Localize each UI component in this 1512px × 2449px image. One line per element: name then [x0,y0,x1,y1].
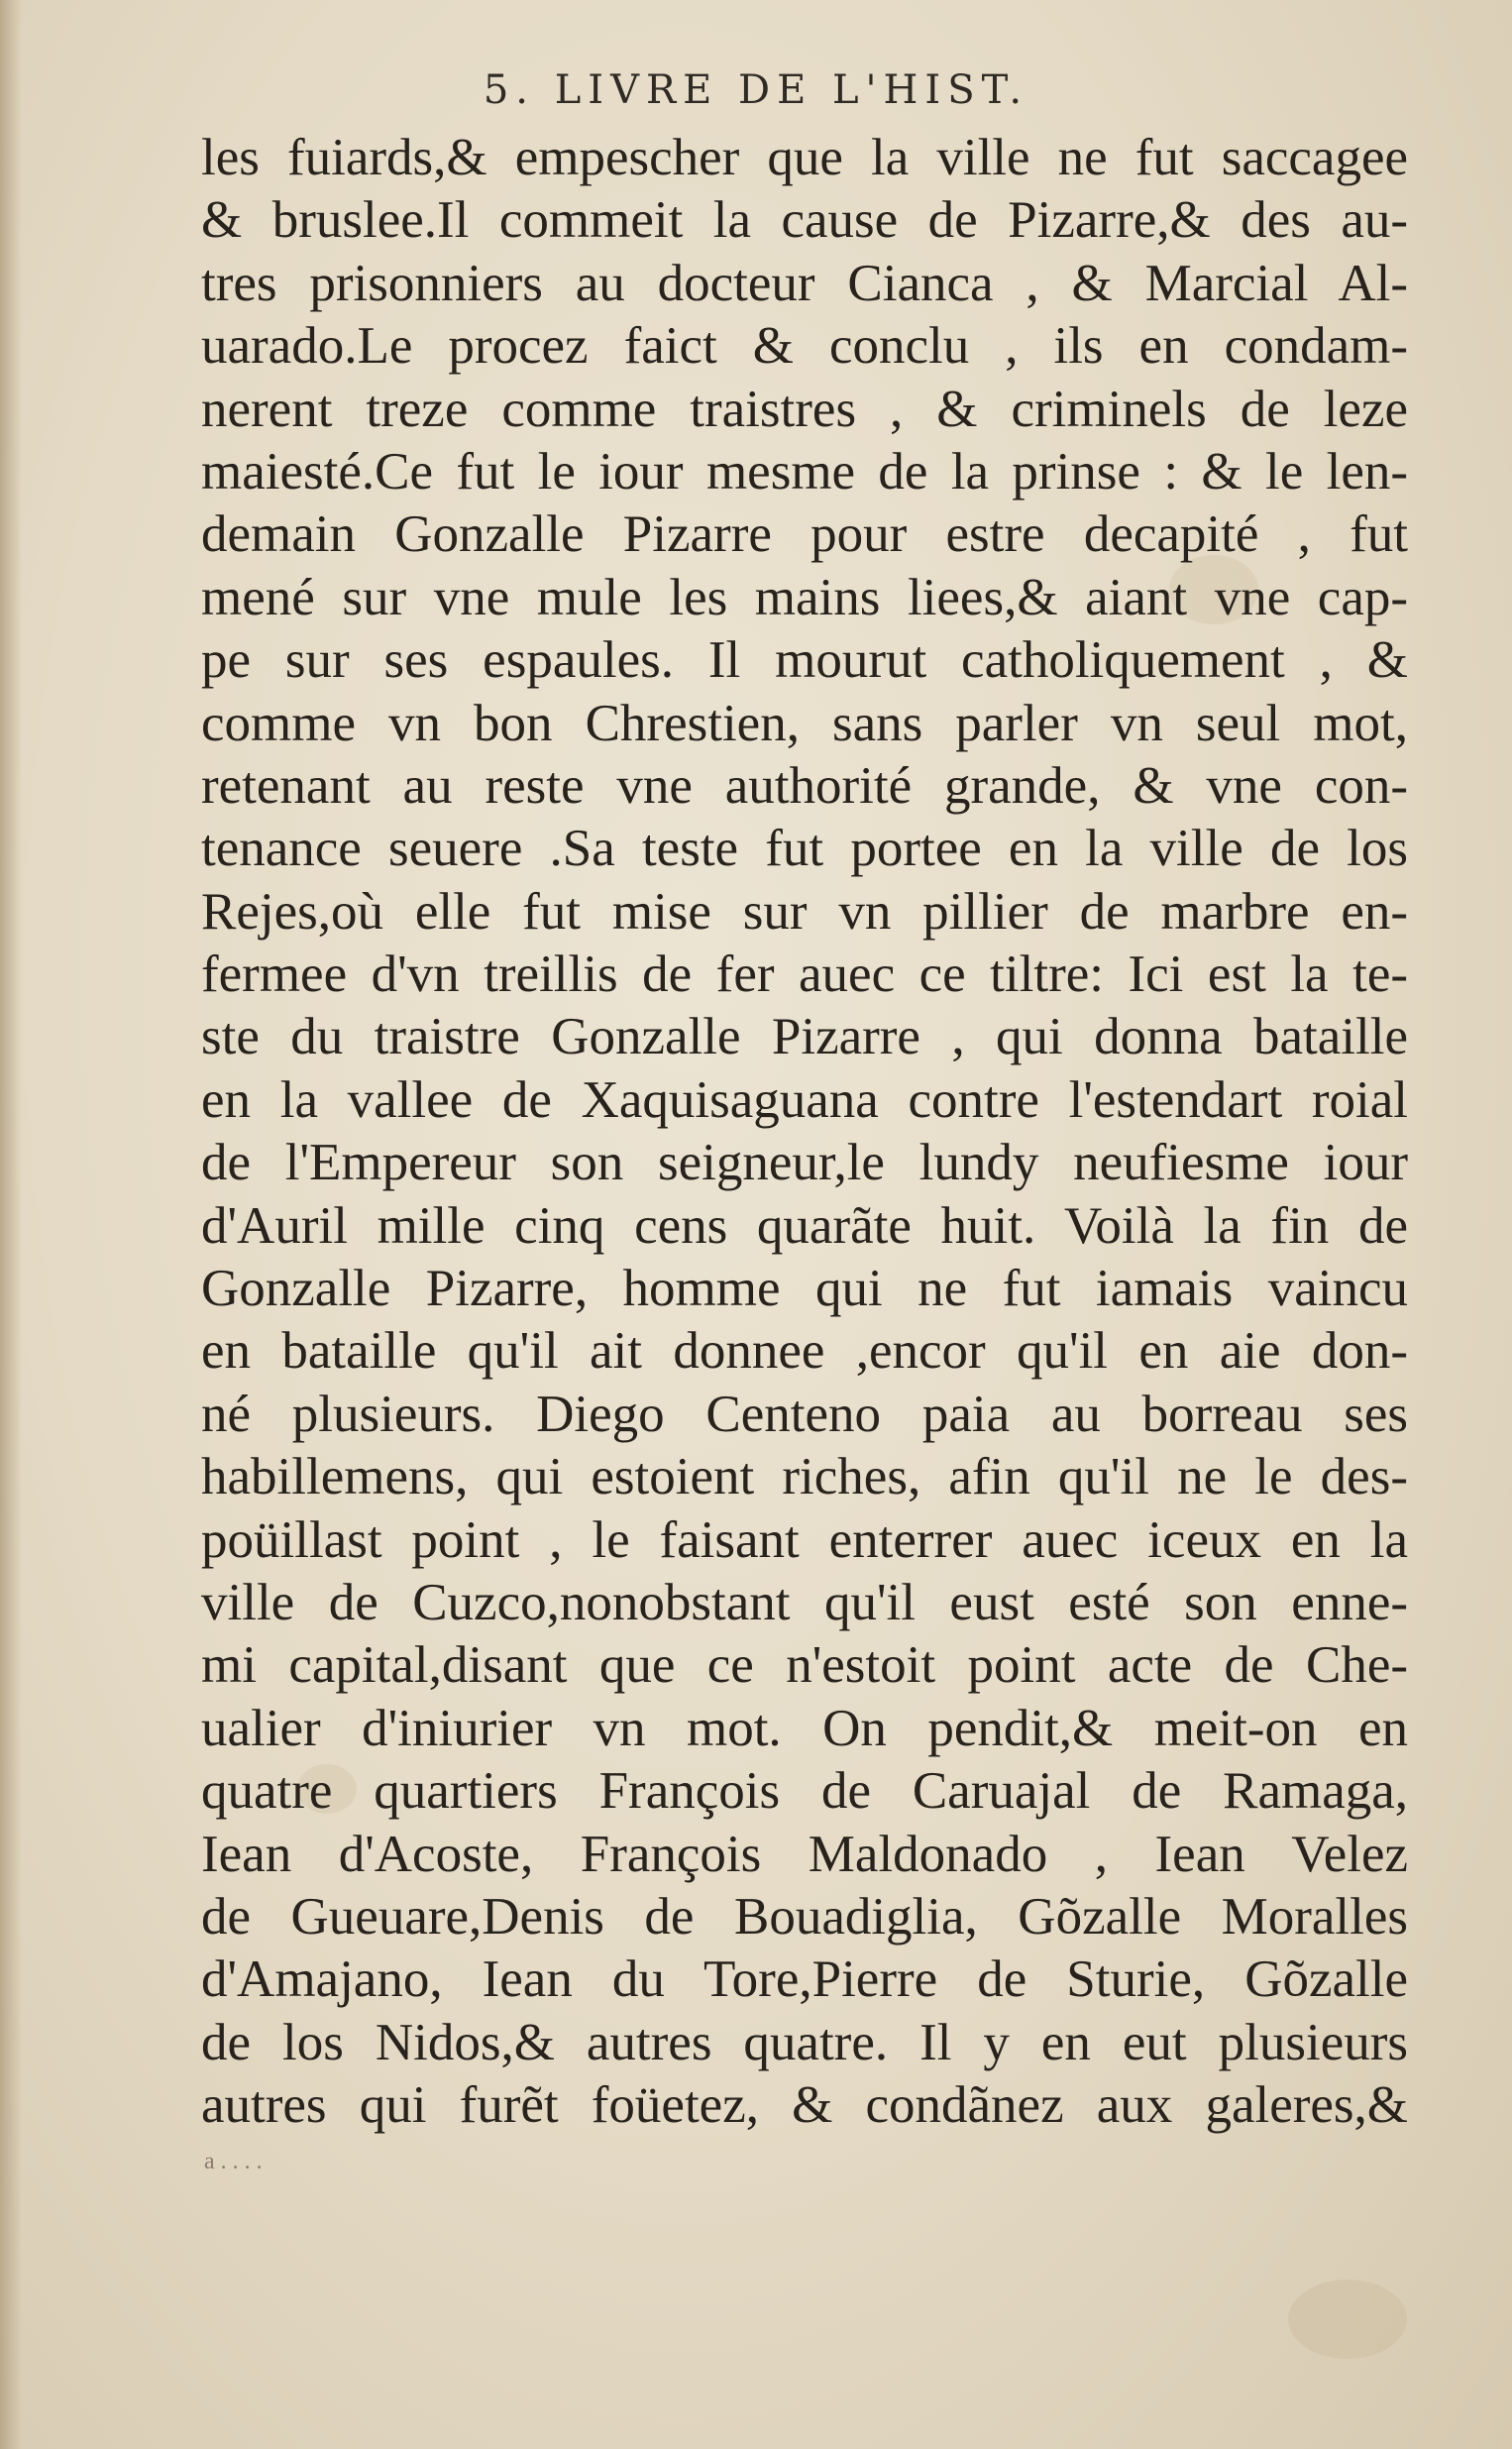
text-line: Rejes,où elle fut mise sur vn pillier de marbre en- [201,882,1408,941]
page-gutter-shadow [0,0,22,2449]
text-line: tres prisonniers au docteur Cianca , & Marcial Al- [201,254,1408,312]
text-line: les fuiards,& empescher que la ville ne fut saccagee [201,129,1408,186]
running-head: 5. LIVRE DE L'HIST. [483,67,1029,113]
text-line: ualier d'iniurier vn mot. On pendit,& meit-on en [201,1699,1408,1757]
text-line: Gonzalle Pizarre, homme qui ne fut iamais vaincu [201,1260,1408,1318]
text-line: demain Gonzalle Pizarre pour estre decapité , fut [201,505,1408,564]
text-line: né plusieurs. Diego Centeno paia au borreau ses [201,1385,1408,1443]
text-line: tenance seuere .Sa teste fut portee en la ville de los [201,820,1408,878]
text-line: en bataille qu'il ait donnee ,encor qu'il en aie don- [201,1322,1408,1381]
text-line: retenant au reste vne authorité grande, & vne con- [201,756,1408,815]
text-line: d'Amajano, Iean du Tore,Pierre de Sturie, Gõzalle [201,1950,1408,2009]
text-line: de l'Empereur son seigneur,le lundy neufiesme iour [201,1134,1408,1192]
text-line: & bruslee.Il commeit la cause de Pizarre,& des au- [201,191,1408,250]
text-line: poüillast point , le faisant enterrer auec iceux en la [201,1510,1408,1569]
body-text [201,127,1408,2138]
text-line: quatre quartiers François de Caruajal de Ramaga, [201,1762,1408,1821]
text-line: ste du traistre Gonzalle Pizarre , qui donna bataille [201,1008,1408,1066]
text-line: en la vallee de Xaquisaguana contre l'estendart roial [201,1070,1408,1129]
text-line: fermee d'vn treillis de fer auec ce tiltre: Ici est la te- [201,946,1408,1004]
text-line: comme vn bon Chrestien, sans parler vn seul mot, [201,694,1408,752]
text-line: nerent treze comme traistres , & criminels de leze [201,380,1408,438]
text-line: de los Nidos,& autres quatre. Il y en eut plusieurs [201,2013,1408,2071]
text-line: Iean d'Acoste, François Maldonado , Iean Velez [201,1825,1408,1883]
text-line: ville de Cuzco,nonobstant qu'il eust esté son enne- [201,1573,1408,1631]
text-line: de Gueuare,Denis de Bouadiglia, Gõzalle Moralles [201,1887,1408,1946]
text-line: habillemens, qui estoient riches, afin qu'il ne le des- [201,1448,1408,1506]
text-line: d'Auril mille cinq cens quarãte huit. Voilà la fin de [201,1196,1408,1255]
text-line: uarado.Le procez faict & conclu , ils en condam- [201,317,1408,376]
text-line: pe sur ses espaules. Il mourut catholiquement , & [201,631,1408,690]
text-line: autres qui furẽt foüetez, & condãnez aux galeres,& [201,2076,1408,2135]
paper-stain [1288,2280,1407,2359]
catchword: a.... [204,2149,269,2174]
text-line: mené sur vne mule les mains liees,& aiant vne cap- [201,568,1408,626]
text-line: mi capital,disant que ce n'estoit point acte de Che- [201,1636,1408,1695]
text-line: maiesté.Ce fut le iour mesme de la prinse : & le len- [201,442,1408,501]
